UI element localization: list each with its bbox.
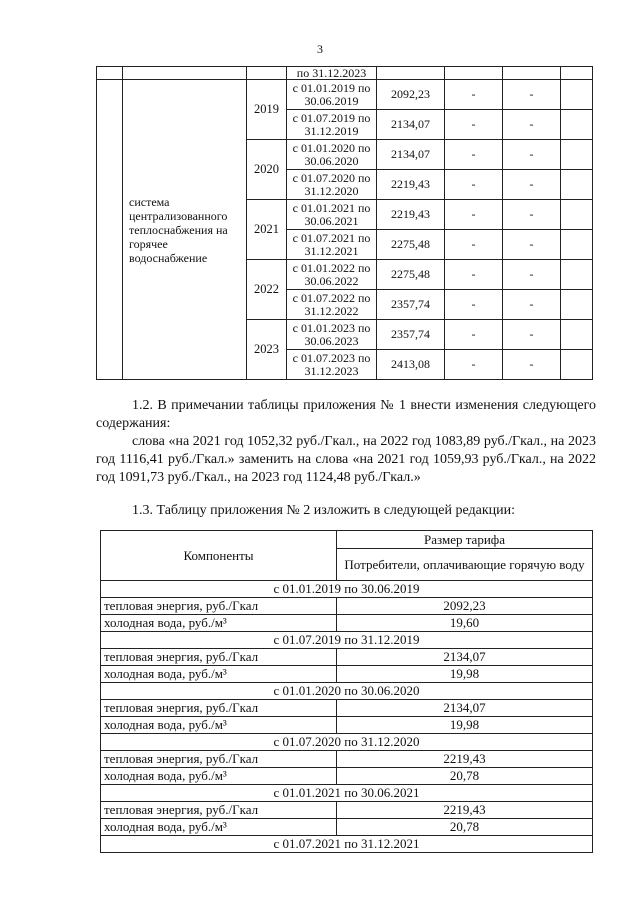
cell-empty bbox=[561, 320, 593, 350]
header-components: Компоненты bbox=[101, 531, 337, 581]
tariff-table-continued bbox=[96, 66, 593, 380]
table-row bbox=[101, 819, 593, 836]
dash-cell: - bbox=[503, 110, 561, 140]
table-row bbox=[101, 649, 593, 666]
period-cell: с 01.01.2020 по 30.06.2020 bbox=[287, 140, 377, 170]
tariff-value: 2357,74 bbox=[377, 290, 445, 320]
dash-cell: - bbox=[445, 140, 503, 170]
period-row bbox=[101, 632, 593, 649]
period-row bbox=[101, 785, 593, 802]
tariff-value: 2092,23 bbox=[337, 598, 593, 615]
cell-empty bbox=[445, 67, 503, 80]
component-name: холодная вода, руб./м³ bbox=[101, 717, 337, 734]
cell-empty bbox=[247, 67, 287, 80]
cell-empty bbox=[561, 200, 593, 230]
cell-empty bbox=[561, 260, 593, 290]
cell-empty bbox=[561, 290, 593, 320]
year-cell: 2021 bbox=[247, 200, 287, 260]
period-row bbox=[101, 734, 593, 751]
dash-cell: - bbox=[503, 170, 561, 200]
period-label: с 01.01.2021 по 30.06.2021 bbox=[101, 785, 593, 802]
period-row bbox=[101, 581, 593, 598]
tariff-value: 2134,07 bbox=[377, 110, 445, 140]
year-cell: 2019 bbox=[247, 80, 287, 140]
period-cell: с 01.07.2023 по 31.12.2023 bbox=[287, 350, 377, 380]
period-cell: с 01.01.2019 по 30.06.2019 bbox=[287, 80, 377, 110]
page-number: 3 bbox=[317, 42, 323, 56]
dash-cell: - bbox=[445, 200, 503, 230]
cell-empty bbox=[561, 350, 593, 380]
period-label: с 01.07.2019 по 31.12.2019 bbox=[101, 632, 593, 649]
cell-empty bbox=[503, 67, 561, 80]
cell-empty bbox=[97, 80, 123, 380]
tariff-value: 2134,07 bbox=[377, 140, 445, 170]
period-label: с 01.01.2020 по 30.06.2020 bbox=[101, 683, 593, 700]
year-cell: 2020 bbox=[247, 140, 287, 200]
period-cell: с 01.07.2021 по 31.12.2021 bbox=[287, 230, 377, 260]
section-1-2-text: 1.2. В примечании таблицы приложения № 1 внести изменения следующего содержания: bbox=[96, 398, 596, 431]
period-cell: с 01.07.2019 по 31.12.2019 bbox=[287, 110, 377, 140]
dash-cell: - bbox=[445, 320, 503, 350]
tariff-value: 2134,07 bbox=[337, 649, 593, 666]
component-name: холодная вода, руб./м³ bbox=[101, 666, 337, 683]
table-row bbox=[101, 751, 593, 768]
system-label: система централизованного теплоснабжения на горячее водоснабжение bbox=[123, 80, 247, 380]
period-row bbox=[101, 836, 593, 853]
tariff-value: 2413,08 bbox=[377, 350, 445, 380]
dash-cell: - bbox=[445, 80, 503, 110]
dash-cell: - bbox=[445, 260, 503, 290]
tariff-value: 2092,23 bbox=[377, 80, 445, 110]
table-row bbox=[101, 768, 593, 785]
period-cell: с 01.07.2022 по 31.12.2022 bbox=[287, 290, 377, 320]
tariff-value: 2275,48 bbox=[377, 260, 445, 290]
dash-cell: - bbox=[503, 350, 561, 380]
header-tariff: Размер тарифа bbox=[337, 531, 593, 549]
period-label: с 01.07.2021 по 31.12.2021 bbox=[101, 836, 593, 853]
period-label: с 01.01.2019 по 30.06.2019 bbox=[101, 581, 593, 598]
cell-empty bbox=[561, 230, 593, 260]
cell-empty bbox=[123, 67, 247, 80]
cell-empty bbox=[561, 140, 593, 170]
table-row bbox=[101, 598, 593, 615]
tariff-value: 20,78 bbox=[337, 768, 593, 785]
component-name: холодная вода, руб./м³ bbox=[101, 819, 337, 836]
dash-cell: - bbox=[503, 140, 561, 170]
cell-empty bbox=[377, 67, 445, 80]
component-name: тепловая энергия, руб./Гкал bbox=[101, 802, 337, 819]
tariff-value: 2357,74 bbox=[377, 320, 445, 350]
period-cell: с 01.07.2020 по 31.12.2020 bbox=[287, 170, 377, 200]
dash-cell: - bbox=[503, 320, 561, 350]
period-cell: по 31.12.2023 bbox=[287, 67, 377, 80]
dash-cell: - bbox=[503, 200, 561, 230]
table-row bbox=[101, 802, 593, 819]
table-row bbox=[101, 615, 593, 632]
period-cell: с 01.01.2021 по 30.06.2021 bbox=[287, 200, 377, 230]
tariff-value: 2134,07 bbox=[337, 700, 593, 717]
dash-cell: - bbox=[445, 230, 503, 260]
section-1-2-replacement: слова «на 2021 год 1052,32 руб./Гкал., на 2022 год 1083,89 руб./Гкал., на 2023 год 1116,41 руб./Гкал.» заменить на слова «на 2021 год 1059,93 руб./Гкал., на 2022 год 1091,73 руб./Гкал., на 2023 год 1124,48 руб./Гкал.» bbox=[96, 434, 596, 485]
tariff-value: 19,98 bbox=[337, 717, 593, 734]
component-name: тепловая энергия, руб./Гкал bbox=[101, 751, 337, 768]
cell-empty bbox=[561, 67, 593, 80]
period-label: с 01.07.2020 по 31.12.2020 bbox=[101, 734, 593, 751]
tariff-value: 2219,43 bbox=[337, 802, 593, 819]
table-row bbox=[101, 717, 593, 734]
dash-cell: - bbox=[503, 80, 561, 110]
tariff-value: 2219,43 bbox=[377, 200, 445, 230]
period-cell: с 01.01.2023 по 30.06.2023 bbox=[287, 320, 377, 350]
year-cell: 2022 bbox=[247, 260, 287, 320]
component-name: тепловая энергия, руб./Гкал bbox=[101, 700, 337, 717]
component-name: холодная вода, руб./м³ bbox=[101, 615, 337, 632]
tariff-value: 19,98 bbox=[337, 666, 593, 683]
dash-cell: - bbox=[445, 290, 503, 320]
tariff-value: 2219,43 bbox=[337, 751, 593, 768]
dash-cell: - bbox=[445, 110, 503, 140]
cell-empty bbox=[561, 170, 593, 200]
dash-cell: - bbox=[503, 260, 561, 290]
component-name: холодная вода, руб./м³ bbox=[101, 768, 337, 785]
component-name: тепловая энергия, руб./Гкал bbox=[101, 649, 337, 666]
tariff-value: 20,78 bbox=[337, 819, 593, 836]
dash-cell: - bbox=[503, 230, 561, 260]
year-cell: 2023 bbox=[247, 320, 287, 380]
table-row bbox=[101, 700, 593, 717]
cell-empty bbox=[561, 110, 593, 140]
tariff-value: 2275,48 bbox=[377, 230, 445, 260]
tariff-value: 2219,43 bbox=[377, 170, 445, 200]
dash-cell: - bbox=[445, 170, 503, 200]
cell-empty bbox=[97, 67, 123, 80]
tariff-value: 19,60 bbox=[337, 615, 593, 632]
section-1-3-text: 1.3. Таблицу приложения № 2 изложить в следующей редакции: bbox=[132, 503, 516, 518]
period-row bbox=[101, 683, 593, 700]
table-row bbox=[97, 80, 593, 110]
period-cell: с 01.01.2022 по 30.06.2022 bbox=[287, 260, 377, 290]
header-consumers: Потребители, оплачивающие горячую воду bbox=[337, 549, 593, 581]
component-name: тепловая энергия, руб./Гкал bbox=[101, 598, 337, 615]
cell-empty bbox=[561, 80, 593, 110]
tariff-table-appendix-2 bbox=[100, 530, 593, 853]
table-row bbox=[101, 666, 593, 683]
dash-cell: - bbox=[503, 290, 561, 320]
dash-cell: - bbox=[445, 350, 503, 380]
